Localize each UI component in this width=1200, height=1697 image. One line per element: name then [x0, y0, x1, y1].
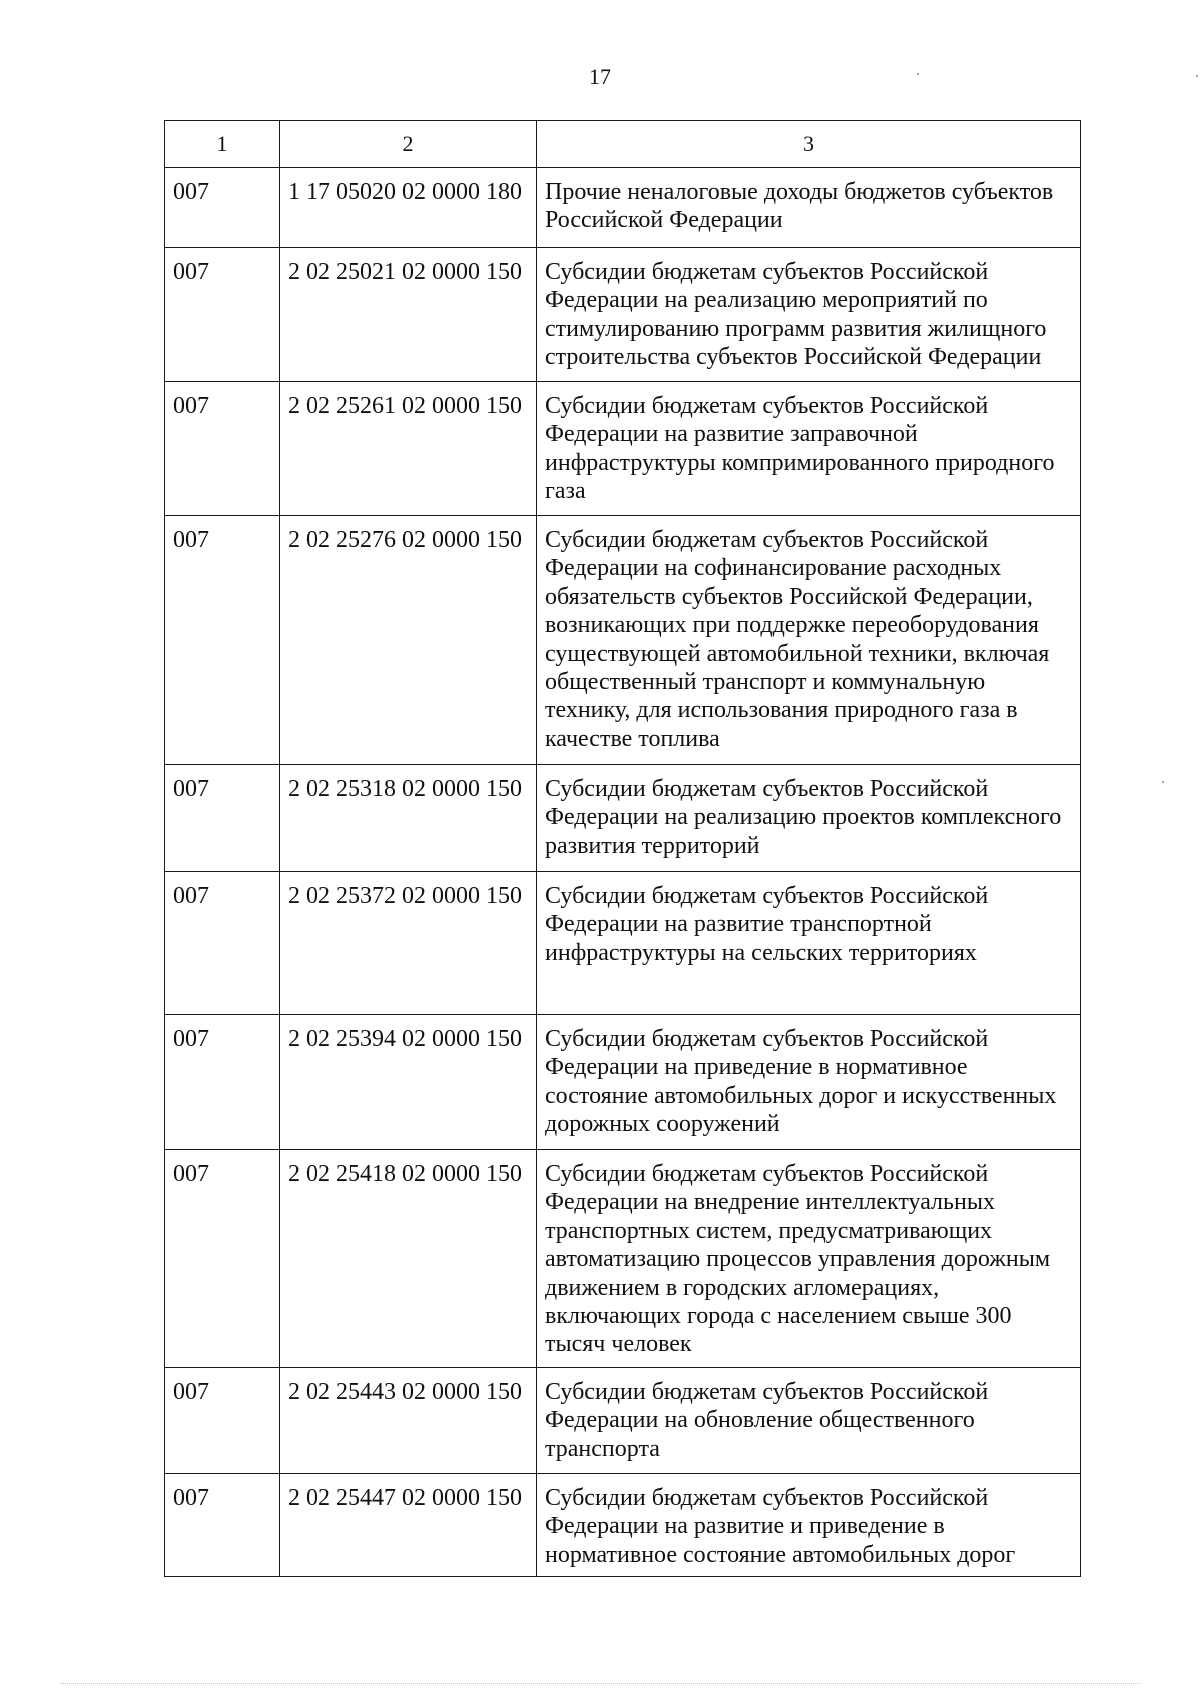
admin-code-cell: 007: [165, 1474, 280, 1577]
admin-code-cell: 007: [165, 1368, 280, 1474]
budget-code-cell: 2 02 25443 02 0000 150: [280, 1368, 537, 1474]
admin-code-cell: 007: [165, 382, 280, 516]
budget-code-cell: 2 02 25276 02 0000 150: [280, 516, 537, 765]
scan-speck: [1162, 781, 1164, 783]
table-header: [165, 121, 1081, 168]
header-row: [165, 121, 1081, 168]
column-header-2: 2: [280, 121, 537, 168]
table-row: [165, 1150, 1081, 1368]
column-header-3: 3: [537, 121, 1081, 168]
table-row: [165, 516, 1081, 765]
table-row: [165, 872, 1081, 1015]
budget-codes-table: [164, 120, 1081, 1577]
admin-code-cell: 007: [165, 1150, 280, 1368]
budget-code-cell: 2 02 25447 02 0000 150: [280, 1474, 537, 1577]
scan-speck: [917, 73, 919, 75]
column-header-1: 1: [165, 121, 280, 168]
budget-code-cell: 2 02 25418 02 0000 150: [280, 1150, 537, 1368]
income-name-cell: Субсидии бюджетам субъектов Российской Федерации на приведение в нормативное состояние автомобильных дорог и искусственных дорожных сооружений: [537, 1015, 1081, 1150]
scan-noise-line: [60, 1683, 1140, 1686]
admin-code-cell: 007: [165, 765, 280, 872]
budget-code-cell: 2 02 25318 02 0000 150: [280, 765, 537, 872]
budget-code-cell: 2 02 25372 02 0000 150: [280, 872, 537, 1015]
income-name-cell: Субсидии бюджетам субъектов Российской Федерации на софинансирование расходных обязательств субъектов Российской Федерации, возникающих при поддержке переоборудования существующей автомобильной техники, включая общественный транспорт и коммунальную технику, для использования природного газа в качестве топлива: [537, 516, 1081, 765]
budget-code-cell: 2 02 25261 02 0000 150: [280, 382, 537, 516]
table-row: [165, 168, 1081, 248]
table-body: [165, 168, 1081, 1577]
income-name-cell: Субсидии бюджетам субъектов Российской Федерации на развитие заправочной инфраструктуры компримированного природного газа: [537, 382, 1081, 516]
budget-code-cell: 2 02 25394 02 0000 150: [280, 1015, 537, 1150]
table-row: [165, 248, 1081, 382]
income-name-cell: Субсидии бюджетам субъектов Российской Федерации на внедрение интеллектуальных транспортных систем, предусматривающих автоматизацию процессов управления дорожным движением в городских агломерациях, включающих города с населением свыше 300 тысяч человек: [537, 1150, 1081, 1368]
table-row: [165, 765, 1081, 872]
admin-code-cell: 007: [165, 872, 280, 1015]
table-row: [165, 1015, 1081, 1150]
income-name-cell: Субсидии бюджетам субъектов Российской Федерации на реализацию мероприятий по стимулированию программ развития жилищного строительства субъектов Российской Федерации: [537, 248, 1081, 382]
income-name-cell: Субсидии бюджетам субъектов Российской Федерации на развитие транспортной инфраструктуры на сельских территориях: [537, 872, 1081, 1015]
page-number: 17: [589, 64, 611, 89]
table-row: [165, 382, 1081, 516]
table-row: [165, 1474, 1081, 1577]
admin-code-cell: 007: [165, 168, 280, 248]
income-name-cell: Прочие неналоговые доходы бюджетов субъектов Российской Федерации: [537, 168, 1081, 248]
income-name-cell: Субсидии бюджетам субъектов Российской Федерации на реализацию проектов комплексного развития территорий: [537, 765, 1081, 872]
admin-code-cell: 007: [165, 1015, 280, 1150]
scan-speck: [1196, 75, 1198, 77]
admin-code-cell: 007: [165, 516, 280, 765]
admin-code-cell: 007: [165, 248, 280, 382]
income-name-cell: Субсидии бюджетам субъектов Российской Федерации на обновление общественного транспорта: [537, 1368, 1081, 1474]
income-name-cell: Субсидии бюджетам субъектов Российской Федерации на развитие и приведение в нормативное состояние автомобильных дорог: [537, 1474, 1081, 1577]
budget-code-cell: 2 02 25021 02 0000 150: [280, 248, 537, 382]
budget-code-cell: 1 17 05020 02 0000 180: [280, 168, 537, 248]
table-row: [165, 1368, 1081, 1474]
